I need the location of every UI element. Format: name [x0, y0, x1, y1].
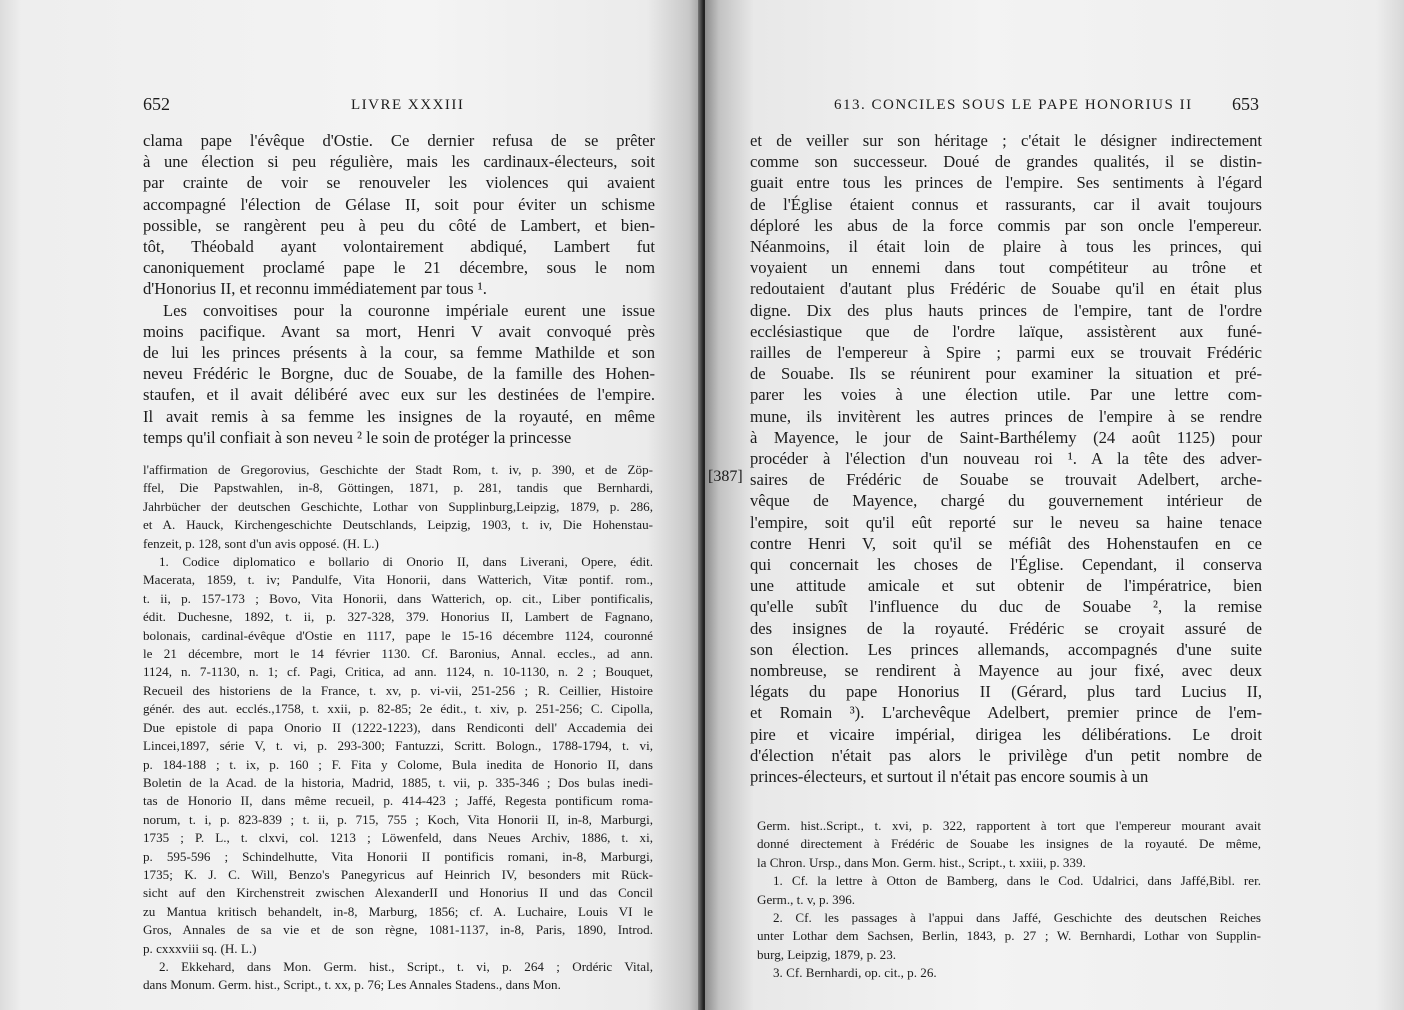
page-number: 653 — [1232, 94, 1259, 114]
text-line: qui concernait les choses de l'Église. Cependant, il conserva — [750, 555, 1262, 575]
footnote-line: Germ., t. v, p. 396. — [757, 891, 856, 907]
footnote-line: 2. Cf. les passages à l'appui dans Jaffé, Geschichte des deutschen Reiches — [773, 910, 1261, 926]
footnote-line: Jahrbücher der deutschen Geschichte, Lothar von Supplinburg,Leipzig, 1879, p. 286, — [143, 498, 653, 514]
text-line: voyaient un ennemi dans tout compétiteur au trône et — [750, 258, 1262, 278]
text-line: par crainte de voir se renouveler les violences qui avaient — [143, 173, 655, 193]
footnote-line: 1. Codice diplomatico e bollario di Onorio II, dans Liverani, Opere, édit. — [159, 554, 653, 570]
margin-reference: [387] — [708, 468, 743, 485]
text-line: de l'Église étaient connus et rassurants, car il avait toujours — [750, 194, 1262, 214]
text-line: comme son successeur. Doué de grandes qualités, il se distin- — [750, 152, 1262, 172]
footnote-line: 1735 ; P. L., t. clxvi, col. 1213 ; Löwenfeld, dans Neues Archiv, 1886, t. xi, — [143, 830, 653, 846]
footnote-line: Recueil des historiens de la France, t. xv, p. vi-vii, 251-256 ; R. Ceillier, Histoire — [143, 682, 653, 698]
footnote-line: édit. Duchesne, 1892, t. ii, p. 327-328, 379. Honorius II, Lambert de Fagnano, — [143, 609, 653, 625]
body-text — [750, 130, 1262, 787]
footnote-line: le 21 décembre, mort le 14 février 1130. Cf. Baronius, Annal. eccles., ad ann. — [143, 646, 653, 662]
footnote-line: Gros, Annales de sa vie et de son règne, 1081-1137, in-8, Paris, 1890, Introd. — [143, 922, 653, 938]
text-line: des insignes de la royauté. Frédéric se croyait assuré de — [750, 618, 1262, 638]
footnote-line: norum, t. i, p. 823-839 ; t. ii, p. 715, 755 ; Koch, Vita Honorii II, in-8, Marburgi, — [143, 811, 653, 827]
footnote-line: Due epistole di papa Onorio II (1222-1223), dans Rendiconti dell' Accademia dei — [143, 719, 653, 735]
text-line: de lui les princes présents à la cour, sa femme Mathilde et son — [143, 343, 655, 363]
footnote-line: burg, Leipzig, 1879, p. 23. — [757, 946, 897, 962]
text-line: Néanmoins, il était loin de plaire à tous les princes, qui — [750, 237, 1262, 257]
text-line: princes-électeurs, et surtout il n'était pas encore soumis à un — [750, 767, 1149, 787]
text-line: de Souabe. Ils se réunirent pour examiner la situation et pré- — [750, 364, 1262, 384]
footnote-line: 1124, n. 7-1130, n. 1; cf. Pagi, Critica, ad ann. 1124, n. 10-1130, n. 2 ; Bouquet, — [143, 664, 653, 680]
text-line: d'élection n'était pas alors le privilège d'un petit nombre de — [750, 745, 1262, 765]
text-line: déploré les abus de la force commis par son oncle l'empereur. — [750, 215, 1262, 235]
footnote-line: bolonais, cardinal-évêque d'Ostie en 1117, pape le 15-16 décembre 1124, couronné — [143, 627, 653, 643]
text-line: moins pacifique. Avant sa mort, Henri V avait convoqué près — [143, 321, 655, 341]
text-line: son élection. Les princes allemands, accompagnés d'une suite — [750, 639, 1262, 659]
text-line: l'empire, soit qu'il eût reporté sur le neveu sa haine tenace — [750, 512, 1262, 532]
text-line: digne. Dix des plus hauts princes de l'empire, tant de l'ordre — [750, 300, 1262, 320]
footnote-line: fenzeit, p. 128, sont d'un avis opposé. (H. L.) — [143, 535, 379, 551]
text-line: canoniquement proclamé pape le 21 décembre, sous le nom — [143, 258, 655, 278]
footnote-line: et A. Hauck, Kirchengeschichte Deutschlands, Leipzig, 1903, t. iv, Die Hohenstau- — [143, 517, 653, 533]
running-head: LIVRE XXXIII — [351, 97, 465, 113]
footnote-line: 1735; K. J. C. Will, Benzo's Panegyricus auf Heinrich IV, besonders mit Rück- — [143, 866, 653, 882]
right-page — [705, 0, 1404, 1010]
body-text — [143, 130, 655, 448]
text-line: nombreuse, se rendirent à Mayence au jour fixé, avec deux — [750, 661, 1262, 681]
footnote-line: p. 184-188 ; t. ix, p. 160 ; F. Fita y Colome, Bula inedita de Honorio II, dans — [143, 756, 653, 772]
footnote-line: 2. Ekkehard, dans Mon. Germ. hist., Script., t. vi, p. 264 ; Ordéric Vital, — [159, 958, 653, 974]
footnotes — [143, 461, 653, 995]
footnote-line: génér. des aut. ecclés.,1758, t. xxii, p. 82-85; 2e édit., t. xiv, p. 251-256; C. Cipolla, — [143, 701, 653, 717]
text-line: clama pape l'évêque d'Ostie. Ce dernier refusa de se prêter — [143, 131, 655, 150]
text-line: railles de l'empereur à Spire ; parmi eux se trouvait Frédéric — [750, 343, 1262, 363]
footnote-line: Boletin de la Acad. de la historia, Madrid, 1885, t. vii, p. 335-346 ; Dos bulas inedi- — [143, 774, 653, 790]
footnote-line: t. ii, p. 157-173 ; Bovo, Vita Honorii, dans Watterich, op. cit., Liber pontificalis, — [143, 590, 653, 606]
footnote-line: unter Lothar dem Sachsen, Berlin, 1843, p. 27 ; W. Bernhardi, Lothar von Supplin- — [757, 928, 1261, 944]
text-line: Il avait remis à sa femme les insignes de la royauté, en même — [143, 406, 655, 426]
text-line: neveu Frédéric le Borgne, duc de Souabe, de la famille des Hohen- — [143, 364, 655, 384]
footnote-line: zu Mantua kritisch behandelt, in-8, Marburg, 1856; cf. A. Luchaire, Louis VI le — [143, 903, 653, 919]
text-line: une attitude amicale et sut obtenir de l'impératrice, bien — [750, 576, 1262, 596]
text-line: légats du pape Honorius II (Gérard, plus tard Lucius II, — [750, 682, 1262, 702]
footnote-line: sicht auf den Kirchenstreit zwischen AlexanderII und Honorius II und das Concil — [143, 885, 653, 901]
footnote-line: la Chron. Ursp., dans Mon. Germ. hist., Script., t. xxiii, p. 339. — [757, 854, 1086, 870]
text-line: temps qu'il confiait à son neveu ² le soin de protéger la princesse — [143, 427, 572, 447]
text-line: Les convoitises pour la couronne impériale eurent une issue — [163, 300, 655, 320]
text-line: à Mayence, le jour de Saint-Barthélemy (24 août 1125) pour — [750, 427, 1262, 447]
footnote-line: ffel, Die Papstwahlen, in-8, Göttingen, 1871, p. 281, tandis que Bernhardi, — [143, 480, 653, 496]
text-line: et Romain ³). L'archevêque Adelbert, premier prince de l'em- — [750, 703, 1262, 723]
text-line: et de veiller sur son héritage ; c'était le désigner indirectement — [750, 131, 1262, 150]
text-line: staufen, et il avait délibéré avec eux sur les destinées de l'empire. — [143, 385, 655, 405]
footnote-line: p. 595-596 ; Schindelhutte, Vita Honorii II pontificis romani, in-8, Marburgi, — [143, 848, 653, 864]
footnote-line: Macerata, 1859, t. iv; Pandulfe, Vita Honorii, dans Watterich, Vitæ pontif. rom., — [143, 572, 653, 588]
text-line: saires de Frédéric de Souabe se trouvait Adelbert, arche- — [750, 470, 1262, 490]
footnotes — [757, 817, 1261, 983]
text-line: tôt, Théobald ayant volontairement abdiqué, Lambert fut — [143, 237, 655, 257]
text-line: ecclésiastique que de l'ordre laïque, assistèrent aux funé- — [750, 321, 1262, 341]
footnote-line: dans Monum. Germ. hist., Script., t. xx, p. 76; Les Annales Stadens., dans Mon. — [143, 977, 561, 993]
text-line: à une élection si peu régulière, mais les cardinaux-électeurs, soit — [143, 152, 655, 172]
footnote-line: Lincei,1897, série V, t. vi, p. 293-300; Fantuzzi, Scritt. Bologn., 1788-1794, t. vi, — [143, 738, 653, 754]
footnote-line: p. cxxxviii sq. (H. L.) — [143, 940, 257, 956]
text-line: accompagné l'élection de Gélase II, soit pour éviter un schisme — [143, 194, 655, 214]
text-line: parer les voies à une élection utile. Par une lettre com- — [750, 385, 1262, 405]
page-number: 652 — [143, 94, 170, 114]
text-line: redoutaient d'autant plus Frédéric de Souabe qu'il en était plus — [750, 279, 1262, 299]
text-line: contre Henri V, soit qu'il se méfiât des Hohenstaufen en ce — [750, 533, 1262, 553]
text-line: possible, se rangèrent peu à peu du côté de Lambert, et bien- — [143, 215, 655, 235]
footnote-line: donné directement à Frédéric de Souabe les insignes de la royauté. De même, — [757, 836, 1261, 852]
footnote-line: 3. Cf. Bernhardi, op. cit., p. 26. — [773, 965, 937, 981]
footnote-line: l'affirmation de Gregorovius, Geschichte der Stadt Rom, t. iv, p. 390, et de Zöp- — [143, 462, 653, 477]
text-line: d'Honorius II, et reconnu immédiatement par tous ¹. — [143, 279, 487, 299]
text-line: pire et vicaire impérial, dirigea les délibérations. Le droit — [750, 724, 1262, 744]
text-line: guait entre tous les princes de l'empire. Ses sentiments à l'égard — [750, 173, 1262, 193]
text-line: vêque de Mayence, chargé du gouvernement intérieur de — [750, 491, 1262, 511]
footnote-line: Germ. hist..Script., t. xvi, p. 322, rapportent à tort que l'empereur mourant avait — [757, 818, 1261, 833]
footnote-line: 1. Cf. la lettre à Otton de Bamberg, dans le Cod. Udalrici, dans Jaffé,Bibl. rer. — [773, 873, 1261, 889]
footnote-line: tas de Honorio II, dans même recueil, p. 414-423 ; Jaffé, Regesta pontificum roma- — [143, 793, 653, 809]
text-line: procéder à l'élection d'un nouveau roi ¹. A la tête des adver- — [750, 449, 1262, 469]
running-head: 613. CONCILES SOUS LE PAPE HONORIUS II — [834, 97, 1193, 113]
text-line: mune, ils invitèrent les autres princes de l'empire à se rendre — [750, 406, 1262, 426]
text-line: qu'elle subît l'influence du duc de Souabe ², la remise — [750, 597, 1262, 617]
